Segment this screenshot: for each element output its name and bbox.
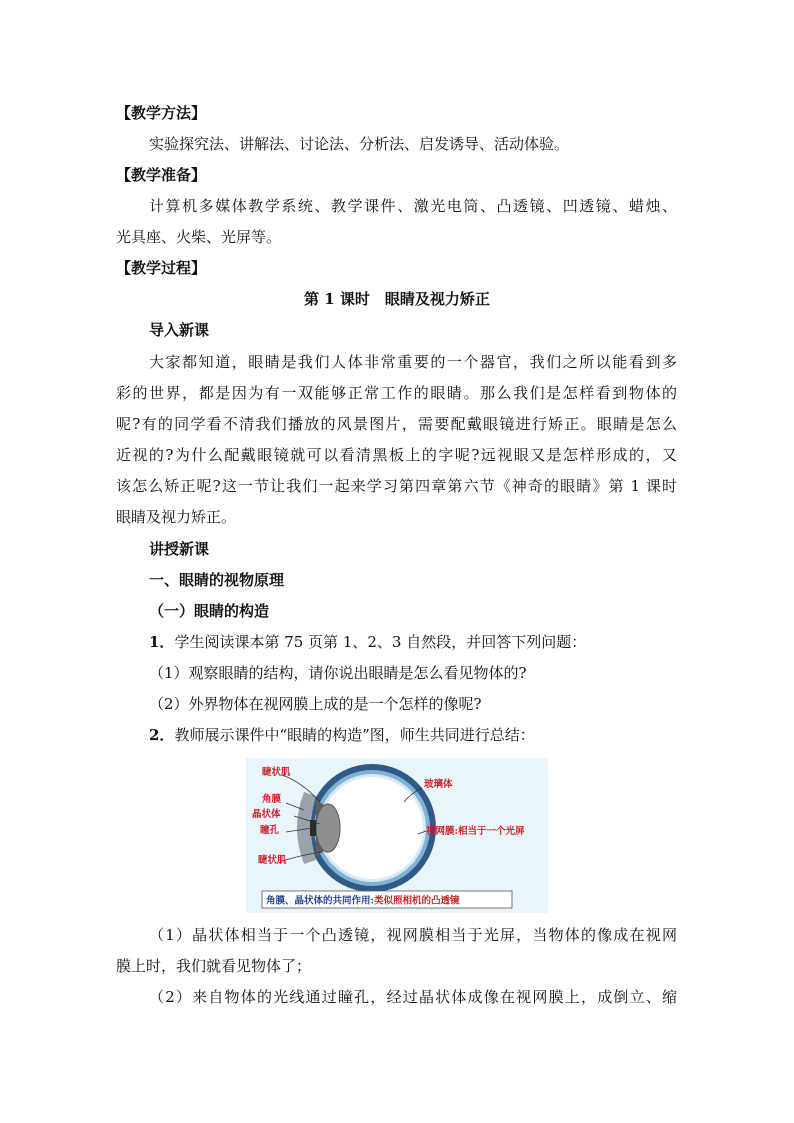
label-lens: 晶状体 [252,809,281,820]
intro-line-6: 眼睛及视力矫正。 [116,508,237,526]
item-1-number: 1． [149,633,175,651]
process-heading: 【教学过程】 [116,259,207,277]
label-cornea: 角膜 [262,794,282,805]
intro-line-2: 彩的世界，都是因为有一双能够正常工作的眼睛。那么我们是怎样看到物体的 [116,384,677,402]
question-1: （1）观察眼睛的结构，请你说出眼睛是怎么看见物体的? [149,664,527,682]
prep-heading: 【教学准备】 [116,166,207,184]
prep-text-line-2: 光具座、火柴、光屏等。 [116,228,282,246]
label-ciliary-top: 睫状肌 [262,767,291,778]
item-2-number: 2． [149,726,175,744]
item-2 [149,725,535,745]
item-2-text: 教师展示课件中“眼睛的构造”图，师生共同进行总结： [174,726,535,744]
method-text: 实验探究法、讲解法、讨论法、分析法、启发诱导、活动体验。 [149,135,570,153]
caption [266,895,460,907]
answer-1-line-1: （1）晶状体相当于一个凸透镜，视网膜相当于光屏，当物体的像成在视网 [149,926,677,944]
intro-line-1: 大家都知道，眼睛是我们人体非常重要的一个器官，我们之所以能看到多 [149,353,677,371]
part1-heading: 一、眼睛的视物原理 [149,571,285,589]
intro-line-4: 近视的?为什么配戴眼镜就可以看清黑板上的字呢?远视眼又是怎样形成的，又 [116,446,677,464]
item-1-text: 学生阅读课本第 75 页第 1、2、3 自然段，并回答下列问题： [174,633,587,651]
intro-line-5: 该怎么矫正呢?这一节让我们一起来学习第四章第六节《神奇的眼睛》第 1 课时 [116,477,677,495]
crystalline-lens [316,804,340,852]
label-retina: 视网膜:相当于一个光屏 [426,826,525,837]
answer-2-line-1: （2）来自物体的光线通过瞳孔，经过晶状体成像在视网膜上，成倒立、缩 [149,988,677,1006]
intro-line-3: 呢?有的同学看不清我们播放的风景图片，需要配戴眼镜进行矫正。眼睛是怎么 [116,415,677,433]
caption-suffix: 类似照相机的凸透镜 [374,895,460,907]
label-vitreous: 玻璃体 [424,779,453,790]
teach-heading: 讲授新课 [149,540,210,558]
lesson-title: 第 1 课时 眼睛及视力矫正 [304,290,490,308]
eye-structure-diagram [246,758,548,913]
answer-1-line-2: 膜上时，我们就看见物体了； [116,957,312,975]
caption-prefix: 角膜、晶状体的共同作用: [266,895,375,907]
item-1 [149,632,586,652]
intro-heading: 导入新课 [149,321,210,339]
prep-text-line-1: 计算机多媒体教学系统、教学课件、激光电筒、凸透镜、凹透镜、蜡烛、 [149,197,677,215]
label-ciliary-bottom: 睫状肌 [258,855,287,866]
method-heading: 【教学方法】 [116,104,207,122]
label-pupil: 瞳孔 [260,825,280,836]
question-2: （2）外界物体在视网膜上成的是一个怎样的像呢? [149,695,482,713]
sub1-heading: （一）眼睛的构造 [149,602,270,620]
